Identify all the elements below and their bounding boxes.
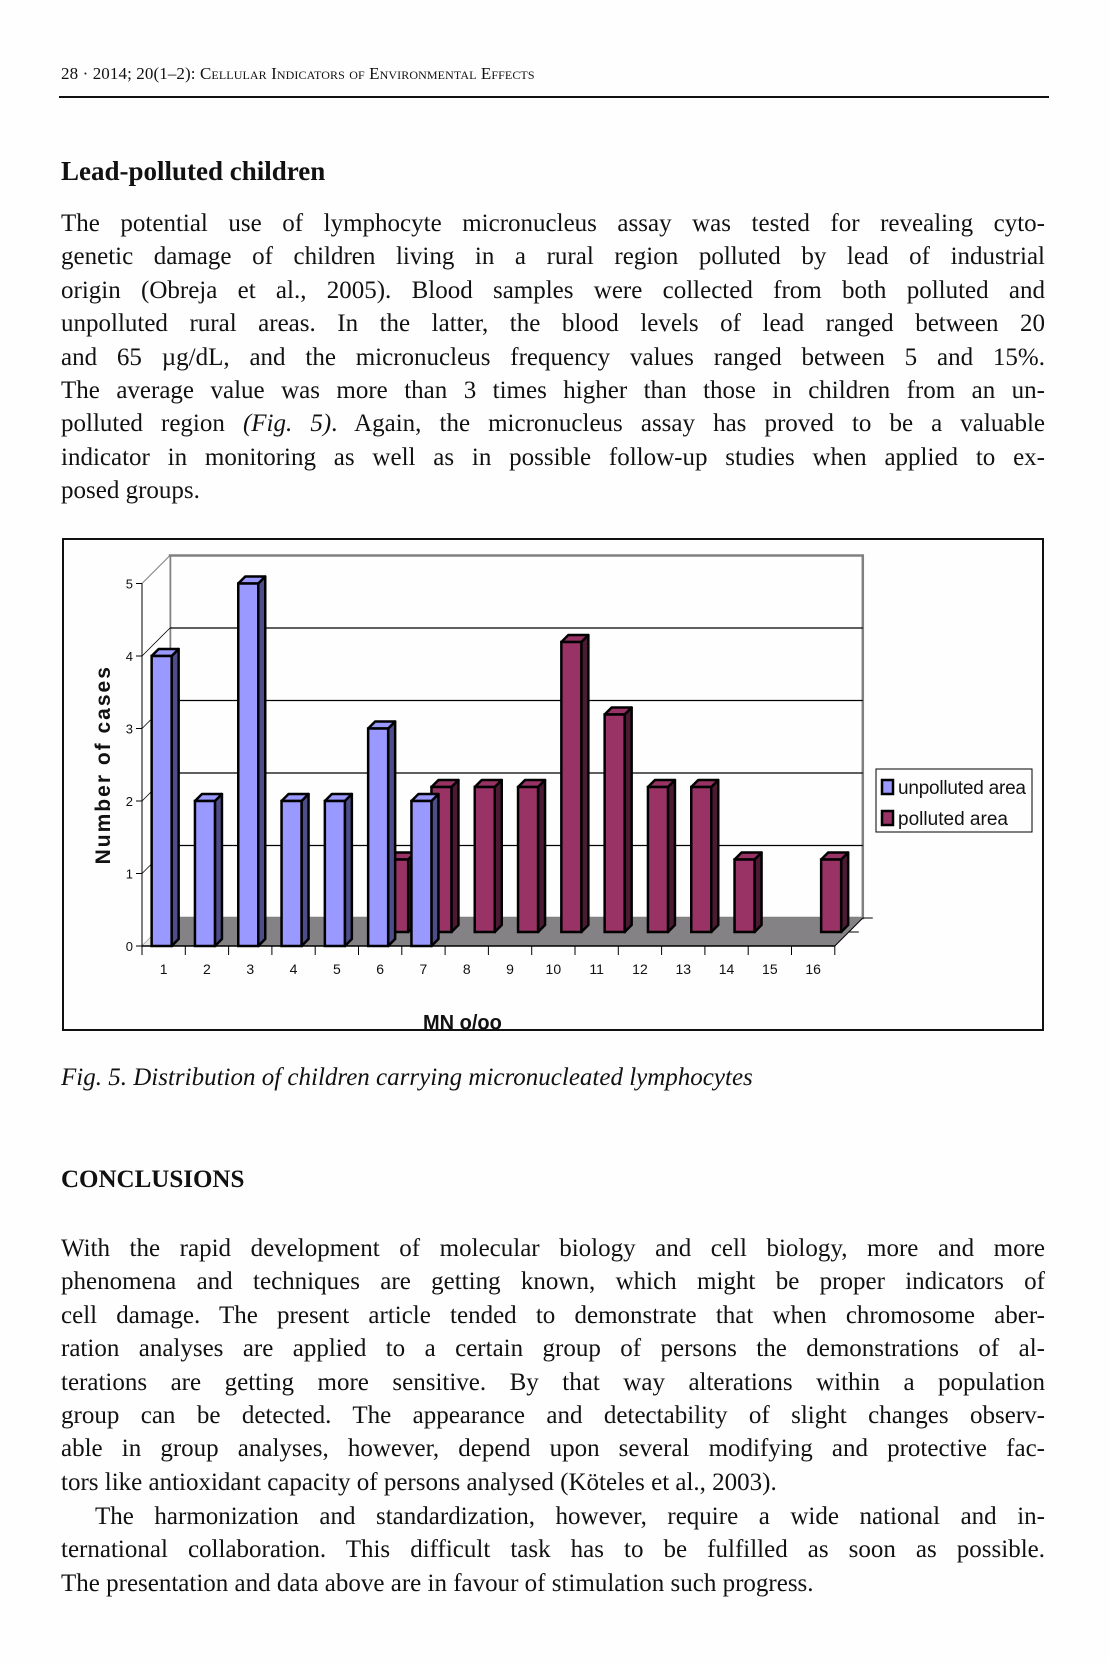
bar-face bbox=[821, 860, 841, 933]
text-line: The average value was more than 3 times higher than those in children from an un- bbox=[61, 377, 1045, 405]
bar-face bbox=[605, 715, 625, 933]
bar-polluted-9 bbox=[518, 780, 545, 932]
bar-polluted-14 bbox=[735, 853, 762, 933]
y-tick-label: 5 bbox=[125, 576, 133, 592]
section-heading: Lead-polluted children bbox=[61, 156, 326, 186]
text-line: group can be detected. The appearance and detectability of slight changes observ- bbox=[61, 1402, 1045, 1430]
bar-unpolluted-4 bbox=[282, 794, 309, 946]
x-tick-label: 1 bbox=[159, 961, 168, 977]
x-tick-label: 11 bbox=[589, 961, 604, 977]
bar-chart bbox=[64, 540, 1042, 1029]
text-line: With the rapid development of molecular biology and cell biology, more and more bbox=[61, 1235, 1045, 1262]
header-rule bbox=[59, 96, 1049, 98]
x-tick-label: 16 bbox=[805, 961, 821, 977]
text-line: genetic damage of children living in a rural region polluted by lead of industrial bbox=[61, 243, 1045, 271]
bar-polluted-13 bbox=[691, 780, 718, 932]
bar-polluted-16 bbox=[821, 853, 848, 933]
x-tick-label: 6 bbox=[376, 961, 385, 977]
x-axis-title: MN o/oo bbox=[422, 1010, 502, 1029]
y-tick-label: 3 bbox=[125, 721, 133, 737]
bar-polluted-8 bbox=[475, 780, 502, 932]
text-line: The potential use of lymphocyte micronucleus assay was tested for revealing cyto- bbox=[61, 210, 1045, 237]
journal-issue: 2014; 20(1–2): bbox=[92, 64, 196, 83]
bar-face bbox=[648, 787, 668, 932]
bar-face bbox=[411, 801, 431, 946]
bar-unpolluted-6 bbox=[368, 722, 395, 947]
bar-face bbox=[368, 729, 388, 947]
text-line: able in group analyses, however, depend upon several modifying and protective fac- bbox=[61, 1435, 1045, 1463]
text-line: ternational collaboration. This difficult task has to be fulfilled as soon as possible. bbox=[61, 1536, 1045, 1564]
text-line: posed groups. bbox=[61, 477, 200, 505]
bar-polluted-10 bbox=[561, 635, 588, 932]
x-tick-label: 12 bbox=[632, 961, 648, 977]
text-line: origin (Obreja et al., 2005). Blood samples were collected from both polluted and bbox=[61, 276, 1045, 304]
bar-face bbox=[691, 787, 711, 932]
text-line: The harmonization and standardization, however, require a wide national and in- bbox=[95, 1503, 1045, 1530]
y-tick-label: 4 bbox=[125, 649, 133, 664]
y-tick-label: 1 bbox=[125, 866, 133, 882]
bar-polluted-12 bbox=[648, 780, 675, 932]
text-line: indicator in monitoring as well as in possible follow-up studies when applied to ex- bbox=[61, 443, 1045, 471]
legend-swatch-unpolluted bbox=[882, 780, 893, 794]
figure-5-chart bbox=[62, 538, 1044, 1031]
bar-unpolluted-1 bbox=[152, 649, 179, 946]
x-tick-label: 8 bbox=[462, 961, 471, 977]
separator-dot: · bbox=[82, 64, 93, 83]
bar-unpolluted-5 bbox=[325, 794, 352, 946]
paragraph-conclusions-1 bbox=[61, 1232, 1045, 1499]
running-section: Cellular Indicators of Environmental Effects bbox=[199, 64, 535, 83]
figure-caption: Fig. 5. Distribution of children carrying micronucleated lymphocytes bbox=[61, 1064, 753, 1091]
y-tick-label: 2 bbox=[125, 794, 133, 809]
page-number: 28 bbox=[61, 64, 79, 83]
text-line: polluted region (Fig. 5). Again, the micronucleus assay has proved to be a valuable bbox=[61, 410, 1045, 438]
paragraph-conclusions-2 bbox=[61, 1500, 1045, 1600]
bar-face bbox=[518, 787, 538, 932]
y-axis-title: Number of cases bbox=[92, 665, 115, 865]
bar-unpolluted-2 bbox=[195, 794, 222, 946]
x-tick-label: 9 bbox=[506, 961, 514, 977]
bar-face bbox=[325, 801, 345, 946]
legend-label-polluted: polluted area bbox=[898, 809, 1008, 830]
paragraph-lead-polluted bbox=[61, 207, 1045, 508]
bar-face bbox=[282, 801, 302, 946]
x-tick-label: 5 bbox=[332, 961, 341, 977]
text-line: unpolluted rural areas. In the latter, the blood levels of lead ranged between 20 bbox=[61, 310, 1045, 338]
x-tick-label: 2 bbox=[203, 961, 211, 977]
bar-unpolluted-7 bbox=[411, 794, 438, 946]
legend-swatch-polluted bbox=[882, 811, 893, 825]
conclusions-heading: CONCLUSIONS bbox=[61, 1166, 245, 1193]
text-line: cell damage. The present article tended to demonstrate that when chromosome aber- bbox=[61, 1301, 1045, 1329]
text-line: ration analyses are applied to a certain group of persons the demonstrations of al- bbox=[61, 1335, 1045, 1363]
bar-face bbox=[475, 787, 495, 932]
x-tick-label: 15 bbox=[762, 961, 778, 977]
bar-polluted-11 bbox=[605, 708, 632, 933]
bar-face bbox=[735, 860, 755, 933]
y-tick-label: 0 bbox=[125, 939, 133, 954]
x-tick-label: 13 bbox=[675, 961, 692, 977]
text-line: terations are getting more sensitive. By that way alterations within a population bbox=[61, 1368, 1045, 1396]
figure-reference: (Fig. 5) bbox=[242, 410, 332, 438]
bar-face bbox=[152, 656, 172, 946]
legend-label-unpolluted: unpolluted area bbox=[898, 778, 1026, 799]
text-line: tors like antioxidant capacity of persons analysed (Köteles et al., 2003). bbox=[61, 1468, 777, 1496]
x-tick-label: 10 bbox=[545, 961, 562, 977]
text-line: phenomena and techniques are getting known, which might be proper indicators of bbox=[61, 1268, 1045, 1296]
x-tick-label: 4 bbox=[289, 961, 298, 977]
x-tick-label: 3 bbox=[246, 961, 255, 977]
text-line: and 65 µg/dL, and the micronucleus frequency values ranged between 5 and 15%. bbox=[61, 343, 1045, 371]
bar-face bbox=[238, 584, 258, 947]
text-line: The presentation and data above are in favour of stimulation such progress. bbox=[61, 1569, 814, 1597]
x-tick-label: 14 bbox=[718, 961, 735, 977]
x-tick-label: 7 bbox=[419, 961, 428, 977]
bar-face bbox=[561, 642, 581, 932]
bar-unpolluted-3 bbox=[238, 577, 265, 947]
bar-face bbox=[195, 801, 215, 946]
running-head bbox=[61, 64, 535, 84]
